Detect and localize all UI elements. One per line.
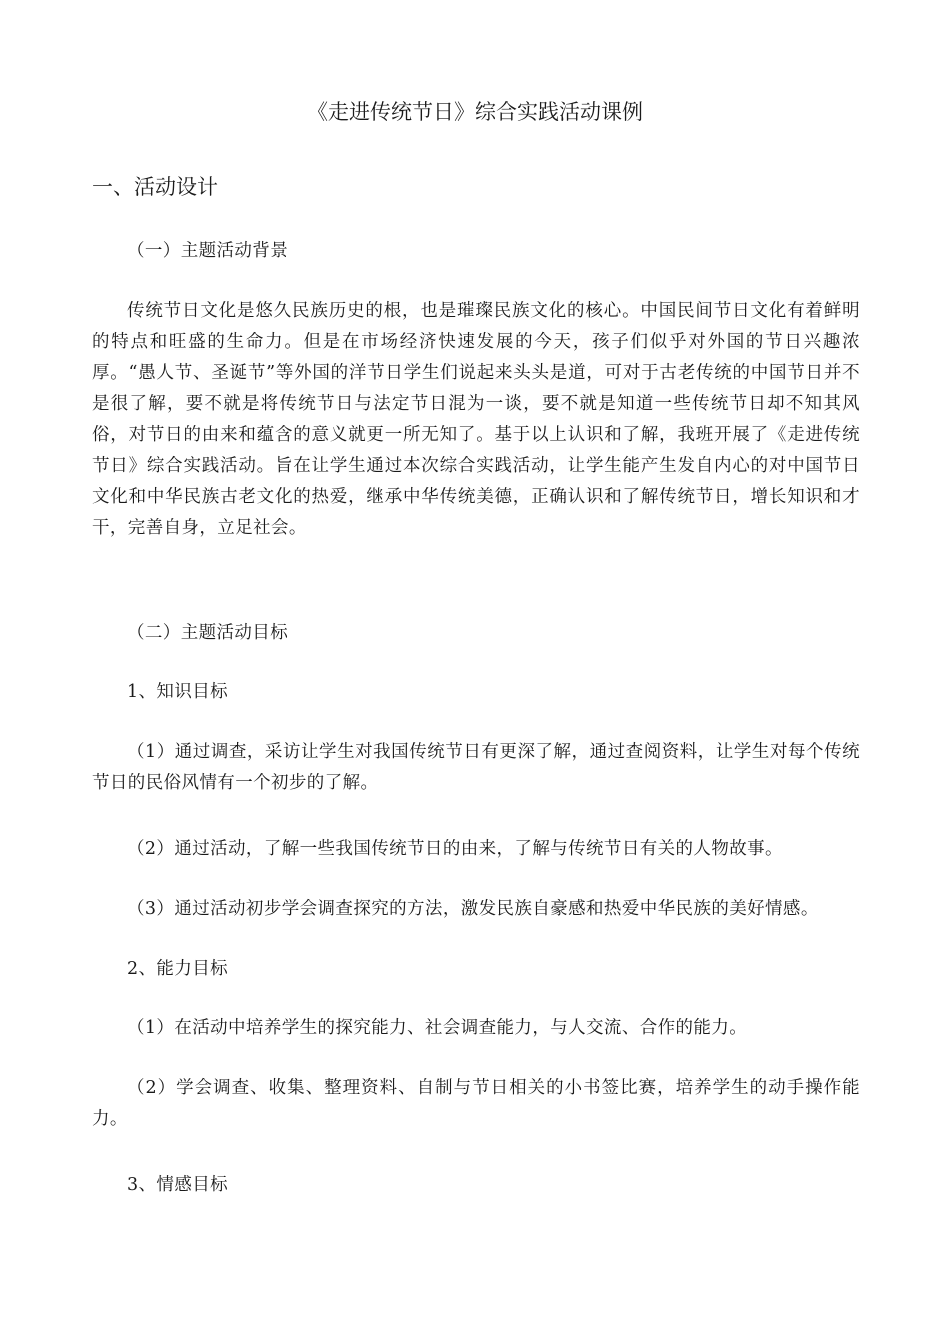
emotion-goal-heading: 3、情感目标 [127, 1175, 229, 1195]
subheading-goals: （二）主题活动目标 [127, 623, 289, 643]
subheading-background: （一）主题活动背景 [127, 241, 289, 261]
ability-goal-item-1: （1）在活动中培养学生的探究能力、社会调查能力，与人交流、合作的能力。 [127, 1018, 748, 1038]
knowledge-goal-item-1: （1）通过调查，采访让学生对我国传统节日有更深了解，通过查阅资料，让学生对每个传统节日的民俗风情有一个初步的了解。 [92, 742, 860, 793]
knowledge-goal-item-2: （2）通过活动，了解一些我国传统节日的由来，了解与传统节日有关的人物故事。 [127, 839, 783, 859]
background-paragraph: 传统节日文化是悠久民族历史的根，也是璀璨民族文化的核心。中国民间节日文化有着鲜明的特点和旺盛的生命力。但是在市场经济快速发展的今天，孩子们似乎对外国的节日兴趣浓厚。“愚人节、圣诞节”等外国的洋节日学生们说起来头头是道，可对于古老传统的中国节日并不是很了解，要不就是将传统节日与法定节日混为一谈，要不就是知道一些传统节日却不知其风俗，对节日的由来和蕴含的意义就更一所无知了。基于以上认识和了解，我班开展了《走进传统节日》综合实践活动。旨在让学生通过本次综合实践活动，让学生能产生发自内心的对中国节日文化和中华民族古老文化的热爱，继承中华传统美德，正确认识和了解传统节日，增长知识和才干，完善自身，立足社会。 [92, 301, 860, 538]
knowledge-goal-item-3: （3）通过活动初步学会调查探究的方法，激发民族自豪感和热爱中华民族的美好情感。 [127, 899, 819, 919]
knowledge-goal-heading: 1、知识目标 [127, 682, 229, 702]
document-title: 《走进传统节日》综合实践活动课例 [307, 100, 643, 124]
ability-goal-heading: 2、能力目标 [127, 959, 229, 979]
section-heading-activity-design: 一、活动设计 [92, 175, 218, 199]
ability-goal-item-2: （2）学会调查、收集、整理资料、自制与节日相关的小书签比赛，培养学生的动手操作能力。 [92, 1078, 860, 1129]
